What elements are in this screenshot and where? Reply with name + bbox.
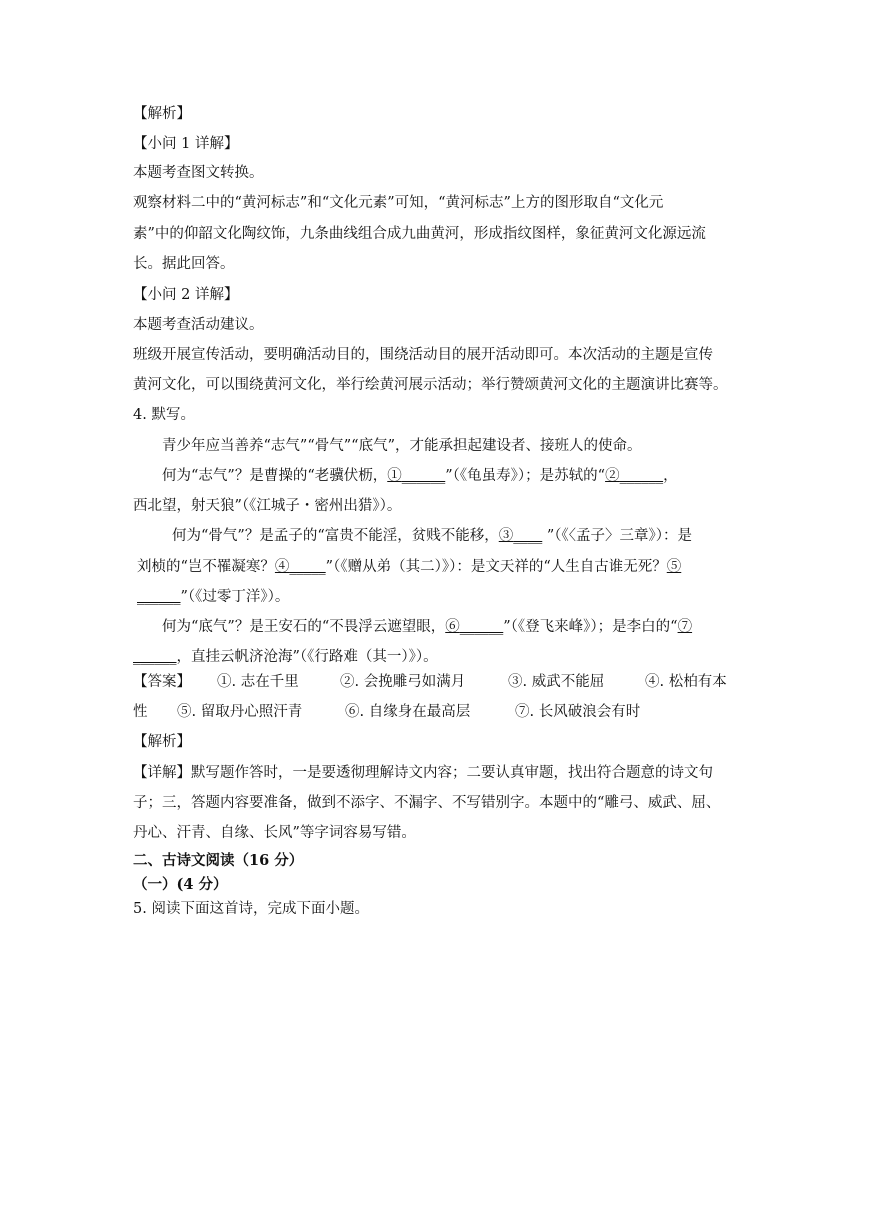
guqi-line xyxy=(172,526,692,546)
answer-item: ②. 会挽雕弓如满月 xyxy=(340,674,466,690)
detail-line xyxy=(133,763,713,783)
blank-4: ④_____ xyxy=(274,559,326,575)
text: 何为“志气”？是曹操的“老骥伏枥， xyxy=(162,468,388,484)
text: ”（《龟虽寿》）；是苏轼的“ xyxy=(445,468,606,484)
text: 何为“骨气”？是孟子的“富贵不能淫，贫贱不能移， xyxy=(172,528,499,544)
blank-3: ③____ xyxy=(498,528,543,544)
blank-7: ⑦ xyxy=(677,619,693,635)
answer-item: ④. 松柏有本 xyxy=(645,674,727,690)
guqi-line-2 xyxy=(137,557,681,577)
text: ”（《过零丁洋》）。 xyxy=(180,589,290,605)
text: 何为“底气”？是王安石的“不畏浮云遮望眼， xyxy=(162,619,446,635)
q1-topic: 本题考查图文转换。 xyxy=(133,165,264,181)
q2-body-line: 班级开展宣传活动，要明确活动目的，围绕活动目的展开活动即可。本次活动的主题是宣传 xyxy=(133,347,713,363)
analysis-label: 【解析】 xyxy=(133,106,191,122)
q1-body-line: 观察材料二中的“黄河标志”和“文化元素”可知，“黄河标志”上方的图形取自“文化元 xyxy=(133,195,664,211)
answer-item: ③. 威武不能屈 xyxy=(508,674,605,690)
q1-body-line: 长。据此回答。 xyxy=(133,256,235,272)
text: ，直挂云帆济沧海”（《行路难（其一）》）。 xyxy=(176,649,438,665)
answer-item: ⑥. 自缘身在最高层 xyxy=(345,704,471,720)
section-2-subheading: （一）(4 分） xyxy=(133,876,228,893)
text: 默写题作答时，一是要透彻理解诗文内容；二要认真审题，找出符合题意的诗文句 xyxy=(191,765,713,781)
q2-body-line: 黄河文化，可以围绕黄河文化，举行绘黄河展示活动；举行赞颂黄河文化的主题演讲比赛等。 xyxy=(133,377,728,393)
diqi-line xyxy=(162,617,692,637)
text: ”（《登飞来峰》）；是李白的“ xyxy=(503,619,678,635)
text: 刘桢的“岂不罹凝寒？ xyxy=(137,559,275,575)
detail-line: 丹心、汗青、自缘、长风”等字词容易写错。 xyxy=(133,825,416,841)
detail-label: 【详解】 xyxy=(133,765,191,781)
blank-1: ①______ xyxy=(387,468,446,484)
analysis-label: 【解析】 xyxy=(133,734,191,750)
blank-6: ⑥______ xyxy=(445,619,504,635)
question-4-intro: 青少年应当善养“志气”“骨气”“底气”，才能承担起建设者、接班人的使命。 xyxy=(162,438,642,454)
question-4-heading: 4. 默写。 xyxy=(133,407,195,423)
section-2-heading: 二、古诗文阅读（16 分） xyxy=(133,852,304,869)
zhiqi-line-2: 西北望，射天狼”（《江城子・密州出猎》）。 xyxy=(133,498,402,514)
text: ”（《赠从弟（其二）》）：是文天祥的“人生自古谁无死？ xyxy=(325,559,667,575)
detail-line: 子；三，答题内容要准备，做到不添字、不漏字、不写错别字。本题中的“雕弓、威武、屈、 xyxy=(133,795,721,811)
diqi-line-2 xyxy=(133,647,438,667)
answer-item-cont: 性 xyxy=(133,704,148,720)
question-5: 5. 阅读下面这首诗，完成下面小题。 xyxy=(133,901,369,917)
q2-label: 【小问 2 详解】 xyxy=(133,287,239,303)
answer-label: 【答案】 xyxy=(133,674,191,690)
q2-topic: 本题考查活动建议。 xyxy=(133,317,264,333)
blank-5-line: ______ xyxy=(137,589,181,605)
guqi-line-3 xyxy=(137,587,289,607)
answer-item: ①. 志在千里 xyxy=(217,674,299,690)
q1-label: 【小问 1 详解】 xyxy=(133,136,239,152)
answer-item: ⑤. 留取丹心照汗青 xyxy=(177,704,303,720)
answer-item: ⑦. 长风破浪会有时 xyxy=(515,704,641,720)
blank-7-line: ______ xyxy=(133,649,177,665)
zhiqi-line xyxy=(162,466,678,486)
text: ， xyxy=(663,468,678,484)
blank-2: ②______ xyxy=(605,468,664,484)
q1-body-line: 素”中的仰韶文化陶纹饰，九条曲线组合成九曲黄河，形成指纹图样，象征黄河文化源远流 xyxy=(133,226,706,242)
text: ”（《〈孟子〉三章》）：是 xyxy=(542,528,693,544)
blank-5: ⑤ xyxy=(666,559,682,575)
